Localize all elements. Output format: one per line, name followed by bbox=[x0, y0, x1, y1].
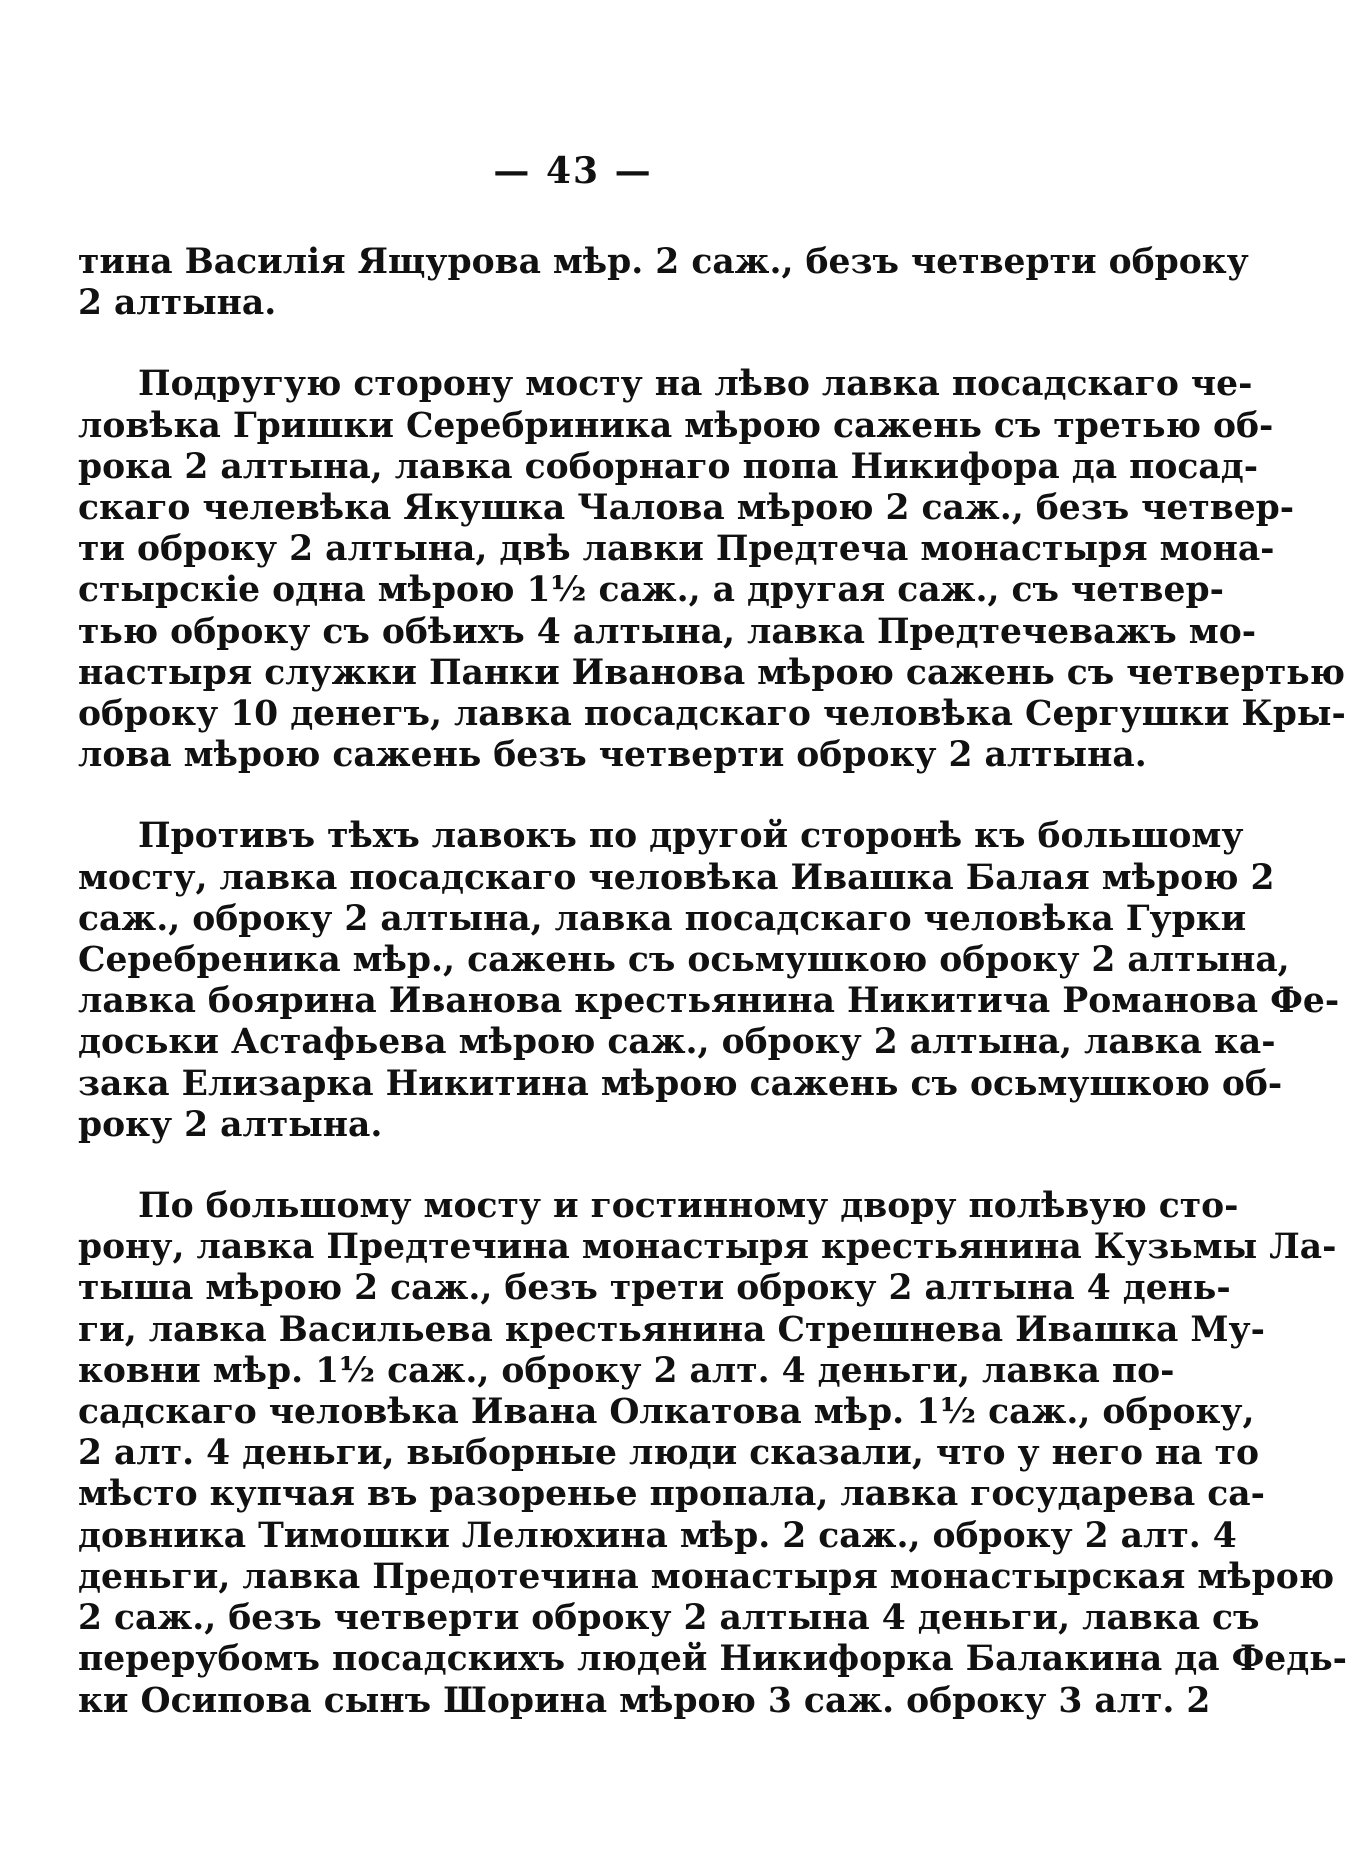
text-line: лавка боярина Иванова крестьянина Никитича Романова Фе- bbox=[78, 981, 1340, 1022]
text-line: Подругую сторону мосту на лѣво лавка посадскаго че- bbox=[138, 364, 1253, 405]
text-line: скаго челевѣка Якушка Чалова мѣрою 2 саж., безъ четвер- bbox=[78, 488, 1295, 529]
text-line: року 2 алтына. bbox=[78, 1104, 383, 1145]
text-line: стырскіе одна мѣрою 1½ саж., а другая саж., съ четвер- bbox=[78, 570, 1224, 611]
paragraph-3 bbox=[78, 816, 1340, 1146]
text-line: ки Осипова сынъ Шорина мѣрою 3 саж. оброку 3 алт. 2 bbox=[78, 1680, 1211, 1721]
text-line: По большому мосту и гостинному двору полѣвую сто- bbox=[138, 1186, 1239, 1227]
text-line: тина Василія Ящурова мѣр. 2 саж., безъ четверти оброку bbox=[78, 242, 1249, 282]
text-line: Серебреника мѣр., сажень съ осьмушкою оброку 2 алтына, bbox=[78, 940, 1290, 981]
text-line: ти оброку 2 алтына, двѣ лавки Предтеча монастыря мона- bbox=[78, 529, 1275, 570]
text-line: оброку 10 денегъ, лавка посадскаго человѣка Сергушки Кры- bbox=[78, 694, 1346, 735]
text-line: рока 2 алтына, лавка соборнаго попа Никифора да посад- bbox=[78, 446, 1259, 487]
paragraph-1 bbox=[78, 242, 1249, 324]
text-line: рону, лавка Предтечина монастыря крестьянина Кузьмы Ла- bbox=[78, 1227, 1337, 1268]
text-line: 2 алт. 4 деньги, выборные люди сказали, что у него на то bbox=[78, 1433, 1259, 1474]
text-line: доськи Астафьева мѣрою саж., оброку 2 алтына, лавка ка- bbox=[78, 1022, 1276, 1063]
text-line: довника Тимошки Лелюхина мѣр. 2 саж., оброку 2 алт. 4 bbox=[78, 1515, 1237, 1556]
text-line: мосту, лавка посадскаго человѣка Ивашка Балая мѣрою 2 bbox=[78, 857, 1275, 898]
text-line: 2 саж., безъ четверти оброку 2 алтына 4 деньги, лавка съ bbox=[78, 1598, 1260, 1639]
text-line: деньги, лавка Предотечина монастыря монастырская мѣрою bbox=[78, 1556, 1335, 1597]
text-line: Противъ тѣхъ лавокъ по другой сторонѣ къ большому bbox=[138, 816, 1244, 857]
paragraph-4 bbox=[78, 1186, 1347, 1722]
text-line: ловѣка Гришки Серебриника мѣрою сажень съ третью об- bbox=[78, 405, 1274, 446]
text-line: лова мѣрою сажень безъ четверти оброку 2 алтына. bbox=[78, 735, 1147, 776]
page-number: — 43 — bbox=[493, 150, 653, 192]
text-line: зака Елизарка Никитина мѣрою сажень съ осьмушкою об- bbox=[78, 1063, 1283, 1104]
text-line: перерубомъ посадскихъ людей Никифорка Балакина да Федь- bbox=[78, 1639, 1347, 1680]
text-line: мѣсто купчая въ разоренье пропала, лавка государева са- bbox=[78, 1474, 1265, 1515]
text-line: тыша мѣрою 2 саж., безъ трети оброку 2 алтына 4 день- bbox=[78, 1268, 1231, 1309]
paragraph-2 bbox=[78, 364, 1346, 776]
book-page bbox=[78, 150, 1347, 1722]
text-line: саж., оброку 2 алтына, лавка посадскаго человѣка Гурки bbox=[78, 898, 1247, 939]
text-line: ги, лавка Васильева крестьянина Стрешнева Ивашка Му- bbox=[78, 1309, 1265, 1350]
text-line: 2 алтына. bbox=[78, 283, 277, 324]
text-line: тью оброку съ обѣихъ 4 алтына, лавка Предтечеважъ мо- bbox=[78, 611, 1257, 652]
text-line: настыря служки Панки Иванова мѣрою сажень съ четвертью bbox=[78, 652, 1346, 693]
text-line: садскаго человѣка Ивана Олкатова мѣр. 1½ саж., оброку, bbox=[78, 1392, 1255, 1433]
text-line: ковни мѣр. 1½ саж., оброку 2 алт. 4 деньги, лавка по- bbox=[78, 1350, 1175, 1391]
